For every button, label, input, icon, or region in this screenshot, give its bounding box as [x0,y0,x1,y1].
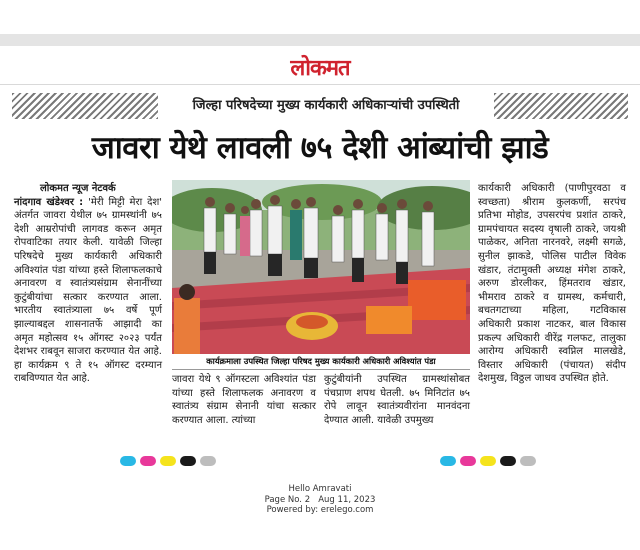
cyan-mark [120,456,136,466]
grey-mark [520,456,536,466]
masthead-logo: लोकमत [290,55,350,81]
masthead-divider [0,84,640,85]
cyan-mark [440,456,456,466]
magenta-mark [460,456,476,466]
footer-powered: Powered by: erelego.com [266,505,374,515]
yellow-mark [480,456,496,466]
event-photo-illustration [172,180,470,354]
top-strip [0,34,640,46]
article-photo [172,180,470,354]
registration-marks-right [440,456,536,466]
article-headline: जावरा येथे लावली ७५ देशी आंब्यांची झाडे [91,130,549,166]
black-mark [500,456,516,466]
photo-caption: कार्यक्रमाला उपस्थित जिल्हा परिषद मुख्य कार्यकारी अधिकारी अविश्यांत पंडा [172,354,470,370]
footer-edition: Hello Amravati [288,484,352,494]
kicker-hatch-right [494,93,628,119]
registration-marks-left [120,456,216,466]
footer-page: Page No. 2 [264,494,311,505]
black-mark [180,456,196,466]
yellow-mark [160,456,176,466]
magenta-mark [140,456,156,466]
article-column-3: कार्यकारी अधिकारी (पाणीपुरवठा व स्वच्छता) श्रीराम कुलकर्णी, सरपंच प्रतिभा मोहोड, उपसरपंच प्रशांत ठाकरे, ग्रामपंचायत सदस्य वृषाली ठाकरे, जयश्री पाळेकर, अनिता नारनवरे, लक्ष्मी सगळे, सुनील झाकडे, पोलिस पाटील विवेक खंडार, तंटामुक्ती अध्यक्ष मंगेश ठाकरे, अरुण डोरलीकर, हिंमतराव खंडार, भीमराव ठाकरे व ग्रामस्थ, कर्मचारी, बचतगटाच्या महिला, गटविकास अधिकारी प्रकाश नाटकर, बाल विकास प्रकल्प अधिकारी वीरेंद्र गलफट, तालुका आरोग्य अधिकारी स्वप्निल मालखेडे, विस्तार अधिकारी (पंचायत) संदीप देशमुख, विठ्ठल जाधव उपस्थित होते. [478,183,626,385]
article-column-2a: जावरा येथे ९ ऑगस्टला अविश्यांत पंडा यांच्या हस्ते शिलाफलक अनावरण व स्वातंत्र्य संग्राम सेनानी यांचा सत्कार करण्यात आला. त्यांच्या [172,374,316,426]
article-column-1 [14,182,162,386]
footer-date: Aug 11, 2023 [318,494,376,505]
page-footer [0,484,640,516]
grey-mark [200,456,216,466]
article-kicker: जिल्हा परिषदेच्या मुख्य कार्यकारी अधिकाऱ्यांची उपस्थिती [192,98,460,113]
byline: लोकमत न्यूज नेटवर्क [40,183,116,194]
article-column-2b: कुटुंबीयांनी उपस्थित ग्रामस्थांसोबत पंचप्राण शपथ घेतली. ७५ मिनिटांत ७५ रोपे लावून स्वातंत्र्यवीरांना मानवंदना देण्यात आली. यावेळी उपमुख्य [324,374,470,426]
footer-page-line [0,495,640,506]
kicker-hatch-left [12,93,158,119]
column-1-text: 'मेरी मिट्टी मेरा देश' अंतर्गत जावरा येथील ७५ ग्रामस्थांनी ७५ देशी आम्ररोपांची लागवड करून अमृत रोपवाटिका तयार केली. यावेळी जिल्हा परिषदेचे मुख्य कार्यकारी अधिकारी अविश्यांत पंडा यांच्या हस्ते शिलाफलकाचे अनावरण व स्वातंत्र्यसंग्राम सेनानींच्या कुटुंबीयांचा सत्कार करण्यात आला. भारतीय स्वातंत्र्याला ७५ वर्षे पूर्ण झाल्याबद्दल शासनातर्फे आझादी का अमृत महोत्सव १५ ऑगस्ट २०२३ पर्यंत देशभर राबवून साजरा करण्यात येत आहे. हा कार्यक्रम ९ ते १५ ऑगस्ट दरम्यान राबविण्यात येत आहे. [14,196,163,385]
dateline: नांदगाव खंडेश्वर : [14,196,84,208]
